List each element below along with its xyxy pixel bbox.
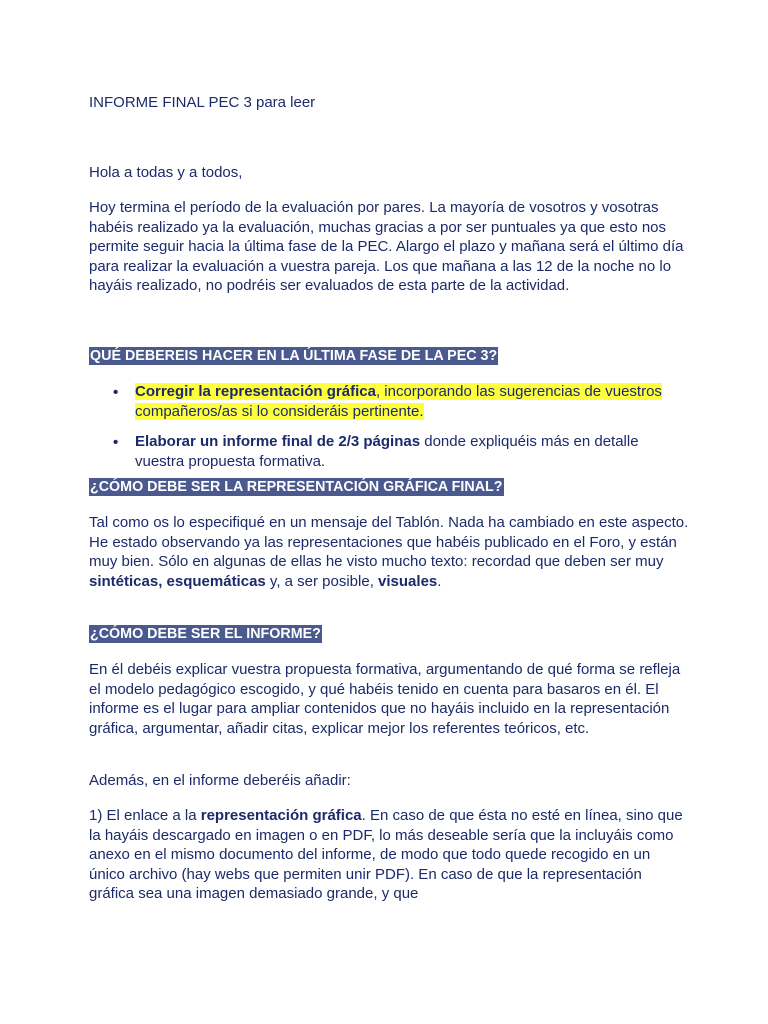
document-title: INFORME FINAL PEC 3 para leer: [89, 94, 316, 111]
list-item: [89, 382, 669, 422]
graphic-paragraph: [89, 513, 689, 591]
item-bold-text: representación gráfica: [200, 807, 362, 824]
graphic-bold-text: visuales: [378, 572, 438, 590]
bullet-text: , incorporando las sugerencias de vuestros compañeros/as si lo consideráis pertinente.: [135, 383, 662, 420]
bullet-bold-text: Corregir la representación gráfica: [135, 383, 376, 400]
report-item-1: [89, 806, 689, 904]
report-paragraph: En él debéis explicar vuestra propuesta formativa, argumentando de qué forma se refleja el modelo pedagógico escogido, y qué habéis tenido en cuenta para basaros en él. El informe es el lugar para ampliar contenidos que no hayáis incluido en la representación gráfica, argumentar, añadir citas, explicar mejor los referentes teóricos, etc.: [89, 661, 681, 737]
report-additions-intro: Además, en el informe deberéis añadir:: [89, 772, 351, 789]
bullet-bold-text: Elaborar un informe final de 2/3 páginas: [135, 433, 421, 450]
highlighted-text: [135, 383, 662, 420]
list-item: [89, 432, 669, 472]
graphic-bold-text: sintéticas, esquemáticas: [89, 572, 266, 590]
graphic-text: y, a ser posible,: [265, 572, 379, 590]
graphic-text: .: [437, 572, 442, 590]
bullet-icon: •: [113, 384, 119, 401]
graphic-text: Tal como os lo especifiqué en un mensaje del Tablón. Nada ha cambiado en este aspecto. He estado observando ya las representaciones que habéis publicado en el Foro, y están muy bien. Sólo en algunas de ellas he visto mucho texto: recordad que deben ser muy: [89, 514, 689, 570]
section-heading-last-phase: QUÉ DEBEREIS HACER EN LA ÚLTIMA FASE DE LA PEC 3?: [90, 348, 498, 364]
section-heading-graphic: ¿CÓMO DEBE SER LA REPRESENTACIÓN GRÁFICA FINAL?: [90, 479, 503, 495]
section-heading-report: ¿CÓMO DEBE SER EL INFORME?: [90, 626, 321, 642]
item-text: 1) El enlace a la: [89, 807, 201, 824]
bullet-text: donde expliquéis más en detalle vuestra propuesta formativa.: [135, 433, 639, 470]
item-text: . En caso de que ésta no esté en línea, sino que la hayáis descargado en imagen o en PDF, lo más deseable sería que la incluyáis como anexo en el mismo documento del informe, de modo que todo quede recogido en un único archivo (hay webs que permiten unir PDF). En caso de que la representación gráfica sea una imagen demasiado grande, y que: [89, 807, 683, 902]
intro-paragraph: Hoy termina el período de la evaluación por pares. La mayoría de vosotros y vosotras habéis realizado ya la evaluación, muchas gracias a por ser puntuales ya que esto nos permite seguir hacia la última fase de la PEC. Alargo el plazo y mañana será el último día para realizar la evaluación a vuestra pareja. Los que mañana a las 12 de la noche no lo hayáis realizado, no podréis ser evaluados de esta parte de la actividad.: [89, 199, 684, 294]
greeting: Hola a todas y a todos,: [89, 164, 243, 181]
task-list: [89, 382, 669, 472]
document-page: [89, 0, 689, 1024]
bullet-icon: •: [113, 434, 119, 451]
